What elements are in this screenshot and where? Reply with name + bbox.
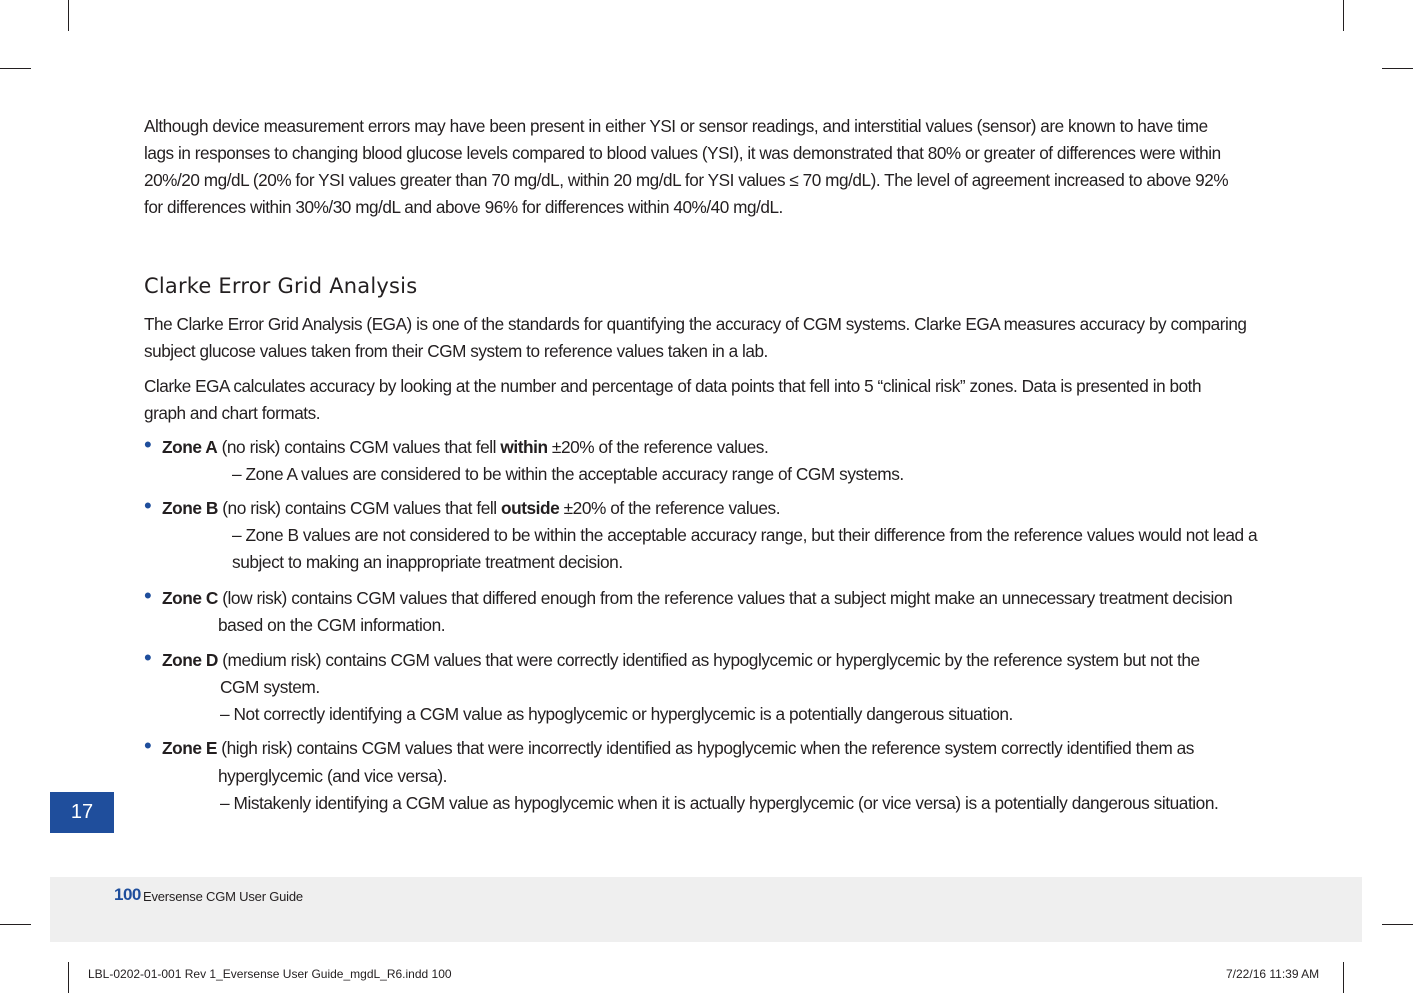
print-slug-file: LBL-0202-01-001 Rev 1_Eversense User Guide_mgdL_R6.indd 100 xyxy=(88,967,452,981)
intro-line: lags in responses to changing blood glucose levels compared to blood values (YSI), it was demonstrated that 80% or greater of differences were within xyxy=(144,143,1221,163)
intro-line: Although device measurement errors may have been present in either YSI or sensor readings, and interstitial values (sensor) are known to have time xyxy=(144,116,1208,136)
bullet-icon: • xyxy=(144,733,152,758)
zone-a-text: (no risk) contains CGM values that fell xyxy=(217,437,501,457)
zone-a-line xyxy=(162,434,768,461)
zone-e-label: Zone E xyxy=(162,738,217,758)
zone-b-text-end: ±20% of the reference values. xyxy=(559,498,781,518)
zone-e-line2: hyperglycemic (and vice versa). xyxy=(218,766,448,786)
zone-d-label: Zone D xyxy=(162,650,218,670)
footer-title: Eversense CGM User Guide xyxy=(143,889,303,904)
crop-mark xyxy=(1343,962,1344,993)
zone-d-text: (medium risk) contains CGM values that were correctly identified as hypoglycemic or hyperglycemic by the reference system but not the xyxy=(217,650,1200,670)
bullet-icon: • xyxy=(144,493,152,518)
zone-c-label: Zone C xyxy=(162,588,218,608)
zone-b-label: Zone B xyxy=(162,498,218,518)
paragraph-line: subject glucose values taken from their CGM system to reference values taken in a lab. xyxy=(144,341,768,361)
zone-d-sub: – Not correctly identifying a CGM value as hypoglycemic or hyperglycemic is a potentially dangerous situation. xyxy=(220,704,1013,724)
intro-line: for differences within 30%/30 mg/dL and above 96% for differences within 40%/40 mg/dL. xyxy=(144,197,783,217)
bullet-icon: • xyxy=(144,645,152,670)
zone-c-text: (low risk) contains CGM values that differed enough from the reference values that a subject might make an unnecessary treatment decision xyxy=(217,588,1233,608)
zone-c-line xyxy=(162,585,1232,612)
section-paragraph-1 xyxy=(144,311,1274,365)
paragraph-line: graph and chart formats. xyxy=(144,403,321,423)
zone-b-line xyxy=(162,495,780,522)
crop-mark xyxy=(68,0,69,31)
zone-a-emphasis: within xyxy=(500,437,548,457)
zone-a-label: Zone A xyxy=(162,437,218,457)
footer-band xyxy=(50,877,1362,942)
zone-b-sub: subject to making an inappropriate treatment decision. xyxy=(232,552,623,572)
crop-mark xyxy=(1382,924,1413,925)
zone-b-sub: – Zone B values are not considered to be within the acceptable accuracy range, but their difference from the reference values would not lead a xyxy=(232,525,1258,545)
bullet-icon: • xyxy=(144,583,152,608)
section-paragraph-2 xyxy=(144,373,1274,427)
zone-b-text: (no risk) contains CGM values that fell xyxy=(217,498,501,518)
footer-page-number: 100 xyxy=(114,885,141,904)
zone-e-sub: – Mistakenly identifying a CGM value as hypoglycemic when it is actually hyperglycemic (or vice versa) is a potentially dangerous situation. xyxy=(220,793,1219,813)
crop-mark xyxy=(0,68,31,69)
paragraph-line: The Clarke Error Grid Analysis (EGA) is one of the standards for quantifying the accuracy of CGM systems. Clarke EGA measures accuracy by comparing xyxy=(144,314,1247,334)
crop-mark xyxy=(68,962,69,993)
print-slug-date: 7/22/16 11:39 AM xyxy=(1226,967,1320,981)
zone-e-line xyxy=(162,735,1194,762)
zone-d-line xyxy=(162,647,1200,674)
chapter-tab: 17 xyxy=(50,792,114,833)
zone-a-text-end: ±20% of the reference values. xyxy=(547,437,769,457)
crop-mark xyxy=(1382,68,1413,69)
zone-e-text: (high risk) contains CGM values that were incorrectly identified as hypoglycemic when the reference system correctly identified them as xyxy=(216,738,1194,758)
paragraph-line: Clarke EGA calculates accuracy by looking at the number and percentage of data points that fell into 5 “clinical risk” zones. Data is presented in both xyxy=(144,376,1202,396)
section-heading: Clarke Error Grid Analysis xyxy=(144,274,418,298)
zone-a-sub: – Zone A values are considered to be within the acceptable accuracy range of CGM systems. xyxy=(232,464,904,484)
crop-mark xyxy=(0,924,31,925)
zone-b-emphasis: outside xyxy=(501,498,560,518)
bullet-icon: • xyxy=(144,432,152,457)
crop-mark xyxy=(1343,0,1344,31)
intro-paragraph xyxy=(144,113,1274,221)
intro-line: 20%/20 mg/dL (20% for YSI values greater than 70 mg/dL, within 20 mg/dL for YSI values ≤ 70 mg/dL). The level of agreement increased to above 92% xyxy=(144,170,1229,190)
zone-d-line2: CGM system. xyxy=(220,677,320,697)
zone-c-line2: based on the CGM information. xyxy=(218,615,446,635)
